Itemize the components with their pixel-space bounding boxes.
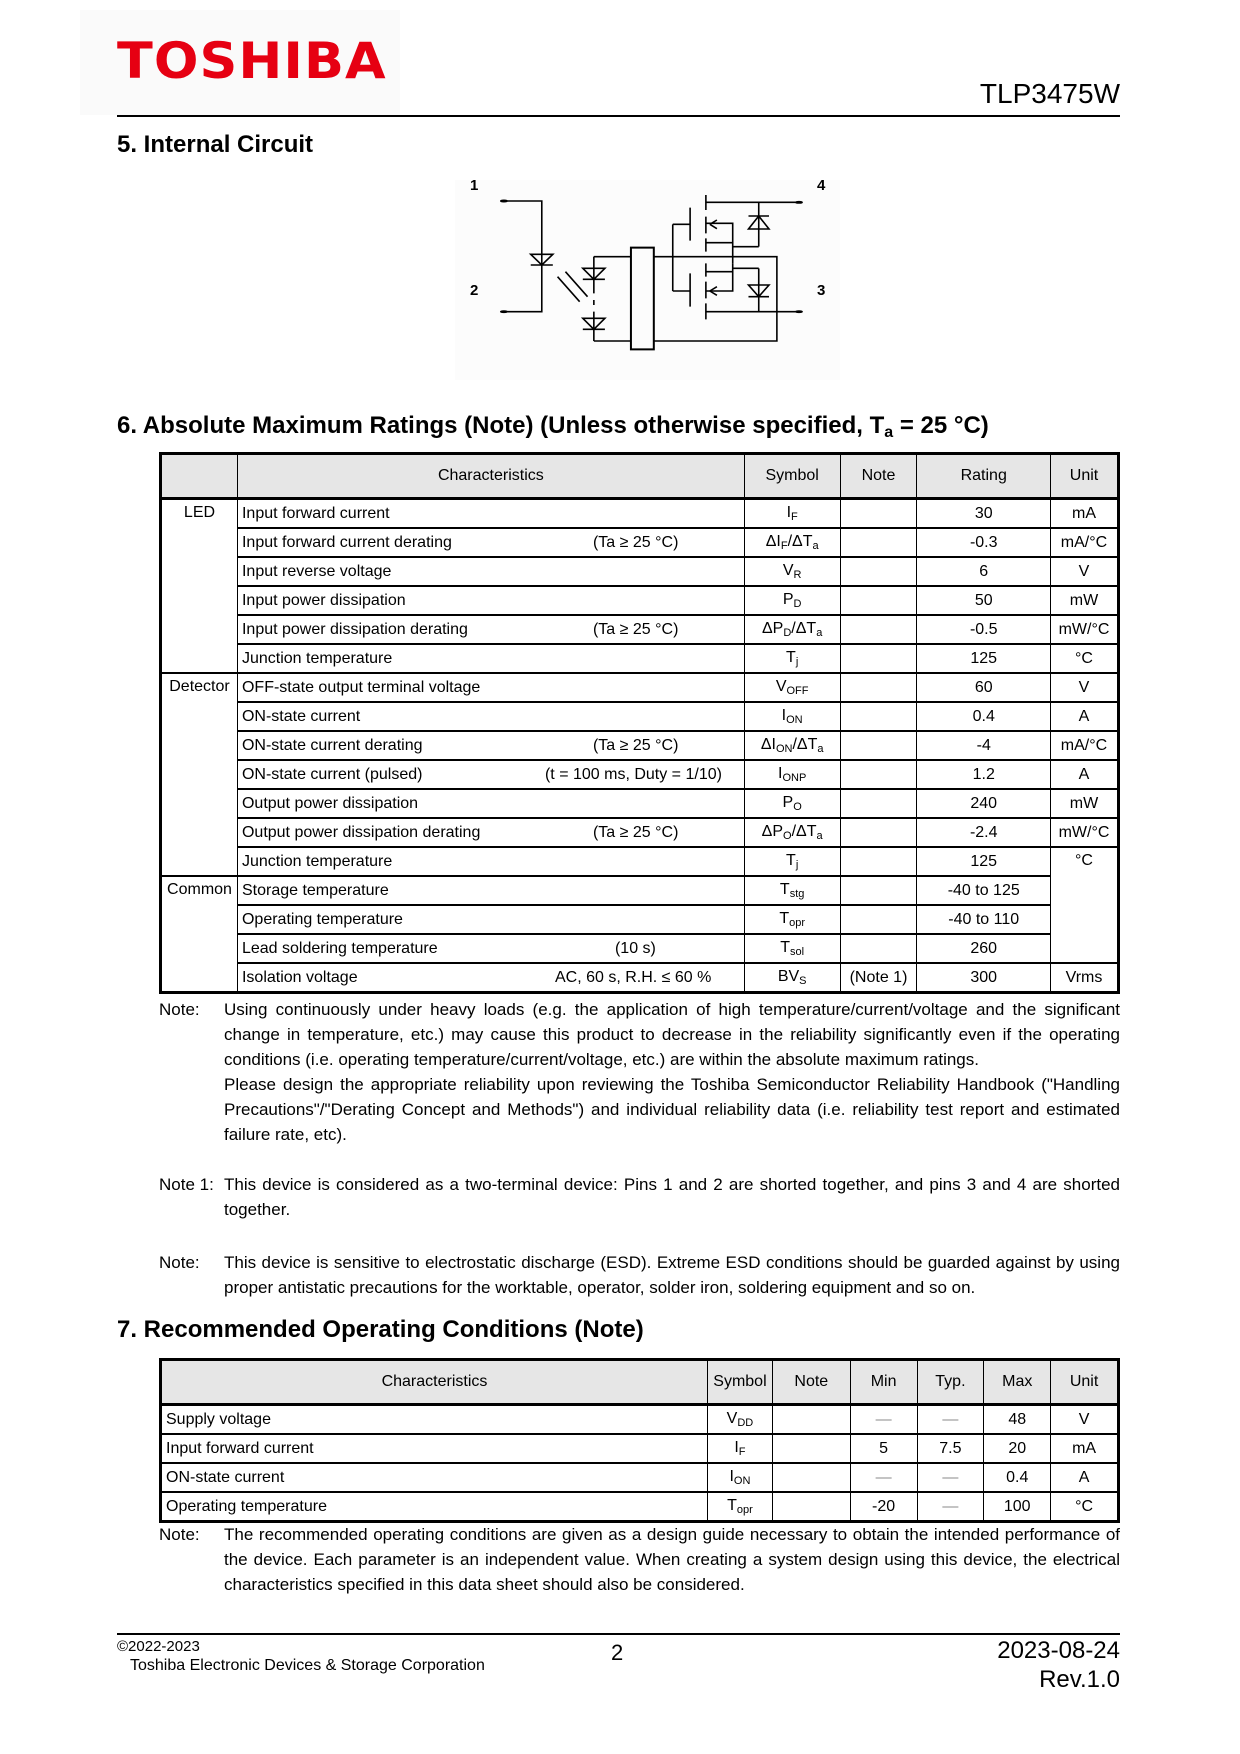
table-row — [161, 1492, 1119, 1522]
revision-date: 2023-08-24 — [997, 1637, 1120, 1664]
table-row — [161, 847, 1119, 876]
note-cell — [772, 1434, 850, 1463]
symbol-text: P — [782, 591, 794, 608]
characteristic-cell — [237, 615, 744, 644]
symbol-subscript: opr — [736, 1504, 753, 1516]
unit-cell: mW/°C — [1051, 818, 1119, 847]
symbol-cell — [744, 905, 840, 934]
esd-note-text: This device is sensitive to electrostatic discharge (ESD). Extreme ESD conditions should be guarded against by using proper antistatic precautions for the worktable, operator, solder iron, soldering equipment and so on. — [224, 1253, 1120, 1297]
symbol-subscript: D — [793, 598, 802, 610]
symbol-subscript: F — [780, 540, 788, 552]
table-row — [161, 673, 1119, 702]
symbol-text: I — [778, 765, 783, 782]
group-label: Common — [161, 876, 238, 993]
unit-cell: A — [1051, 702, 1119, 731]
symbol-text: /ΔT — [791, 620, 817, 637]
rating-cell: 125 — [917, 644, 1051, 673]
characteristic-cell — [237, 905, 744, 934]
column-header: Unit — [1051, 1360, 1119, 1405]
min-cell: 5 — [850, 1434, 917, 1463]
note-label: Note: — [159, 1000, 200, 1019]
characteristic-name: Lead soldering temperature — [241, 939, 438, 957]
table-row — [161, 615, 1119, 644]
rating-cell: -0.5 — [917, 615, 1051, 644]
max-cell: 20 — [984, 1434, 1051, 1463]
characteristic-cell — [237, 876, 744, 905]
unit-cell: °C — [1051, 847, 1119, 963]
symbol-text: BV — [777, 968, 800, 985]
table-row — [161, 963, 1119, 993]
table-row — [161, 760, 1119, 789]
symbol-subscript: OFF — [786, 685, 809, 697]
note-1 — [159, 1172, 1120, 1222]
symbol-subscript: F — [791, 511, 798, 523]
symbol-text: /ΔT — [792, 736, 818, 753]
characteristic-name: Storage temperature — [241, 881, 389, 899]
symbol-text: V — [782, 562, 794, 579]
column-header: Rating — [917, 454, 1051, 499]
section-7-title: 7. Recommended Operating Conditions (Note) — [117, 1316, 644, 1343]
table-row — [161, 1463, 1119, 1492]
characteristic-cell — [237, 847, 744, 876]
max-cell: 100 — [984, 1492, 1051, 1522]
roc-note-label: Note: — [159, 1525, 200, 1544]
note-paragraph-1: Using continuously under heavy loads (e.g. the application of high temperature/current/voltage and the significant change in temperature, etc.) may cause this product to decrease in the reliability significantly even if the operating conditions (i.e. operating temperature/current/voltage, etc.) are within the absolute maximum ratings. — [224, 1000, 1120, 1069]
symbol-text: T — [727, 1497, 737, 1514]
section-6-title-text: 6. Absolute Maximum Ratings (Note) (Unless otherwise specified, T — [117, 412, 885, 439]
rating-cell: 50 — [917, 586, 1051, 615]
internal-circuit-diagram — [455, 177, 840, 380]
symbol-text: T — [780, 939, 791, 956]
unit-cell: °C — [1051, 1492, 1119, 1522]
unit-cell: mA/°C — [1051, 528, 1119, 557]
rating-cell: 240 — [917, 789, 1051, 818]
unit-cell: °C — [1051, 644, 1119, 673]
characteristic-name: Input power dissipation — [241, 591, 406, 609]
characteristic-cell: Supply voltage — [161, 1405, 708, 1435]
table-row — [161, 499, 1119, 529]
header-divider — [117, 115, 1120, 117]
note-cell: (Note 1) — [840, 963, 917, 993]
characteristic-cell: Operating temperature — [161, 1492, 708, 1522]
note-cell — [840, 934, 917, 963]
note-cell — [840, 818, 917, 847]
symbol-cell — [744, 528, 840, 557]
condition: (Ta ≥ 25 °C) — [592, 737, 679, 754]
table-row — [161, 1405, 1119, 1435]
symbol-cell — [744, 934, 840, 963]
characteristic-cell — [237, 644, 744, 673]
table-row — [161, 731, 1119, 760]
characteristic-name: Junction temperature — [241, 649, 393, 667]
symbol-text: T — [786, 649, 796, 666]
condition: (10 s) — [614, 940, 656, 957]
characteristic-name: ON-state current derating — [241, 736, 423, 754]
symbol-cell — [707, 1434, 772, 1463]
symbol-subscript: ON — [775, 743, 793, 755]
table-row — [161, 586, 1119, 615]
rating-cell: -0.3 — [917, 528, 1051, 557]
note-cell — [840, 702, 917, 731]
symbol-cell — [744, 876, 840, 905]
characteristic-cell — [237, 731, 744, 760]
table-row — [161, 818, 1119, 847]
symbol-text: ΔI — [760, 736, 776, 753]
symbol-subscript: stg — [789, 888, 805, 900]
note-cell — [840, 644, 917, 673]
note-cell — [772, 1463, 850, 1492]
characteristic-name: Output power dissipation — [241, 794, 419, 812]
rating-cell: 300 — [917, 963, 1051, 993]
symbol-cell — [744, 615, 840, 644]
max-cell: 48 — [984, 1405, 1051, 1435]
condition: (t = 100 ms, Duty = 1/10) — [544, 766, 722, 783]
characteristic-cell — [237, 673, 744, 702]
symbol-text: ΔI — [765, 533, 781, 550]
note-cell — [772, 1405, 850, 1435]
unit-cell: V — [1051, 673, 1119, 702]
table-row — [161, 934, 1119, 963]
absolute-maximum-ratings-table — [159, 452, 1120, 994]
unit-cell: mA/°C — [1051, 731, 1119, 760]
symbol-subscript: j — [795, 656, 799, 668]
symbol-cell — [744, 760, 840, 789]
column-header: Symbol — [744, 454, 840, 499]
symbol-cell — [744, 963, 840, 993]
symbol-text: T — [786, 852, 796, 869]
symbol-subscript: O — [783, 830, 792, 842]
symbol-subscript: sol — [790, 946, 805, 958]
symbol-text: V — [775, 678, 787, 695]
note-cell — [840, 847, 917, 876]
condition: (Ta ≥ 25 °C) — [592, 621, 679, 638]
note-paragraph-2: Please design the appropriate reliability upon reviewing the Toshiba Semiconductor Reliability Handbook ("Handling Precautions"/"Derating Concept and Methods") and individual reliability data (i.e. reliability test report and estimated failure rate, etc). — [224, 1075, 1120, 1144]
rating-cell: -2.4 — [917, 818, 1051, 847]
revision-number: Rev.1.0 — [1039, 1666, 1120, 1693]
column-header — [161, 454, 238, 499]
characteristic-cell: Input forward current — [161, 1434, 708, 1463]
min-cell: — — [850, 1405, 917, 1435]
characteristic-name: Isolation voltage — [241, 968, 358, 986]
unit-cell: mW — [1051, 586, 1119, 615]
note-1-label: Note 1: — [159, 1175, 214, 1194]
characteristic-cell — [237, 789, 744, 818]
table-row — [161, 702, 1119, 731]
unit-cell: A — [1051, 1463, 1119, 1492]
unit-cell: mA — [1051, 1434, 1119, 1463]
symbol-subscript: O — [793, 801, 802, 813]
footer-divider — [117, 1633, 1120, 1635]
characteristic-name: Input forward current derating — [241, 533, 452, 551]
typ-cell: — — [917, 1492, 984, 1522]
symbol-subscript: a — [812, 540, 819, 552]
characteristic-cell — [237, 557, 744, 586]
symbol-cell — [744, 673, 840, 702]
table-row — [161, 1434, 1119, 1463]
symbol-text: /ΔT — [791, 823, 817, 840]
symbol-subscript: a — [817, 743, 824, 755]
symbol-cell — [744, 731, 840, 760]
unit-cell: mW/°C — [1051, 615, 1119, 644]
table-row — [161, 644, 1119, 673]
condition: (Ta ≥ 25 °C) — [592, 824, 679, 841]
characteristic-name: Input power dissipation derating — [241, 620, 468, 638]
note-cell — [840, 499, 917, 529]
unit-cell: V — [1051, 1405, 1119, 1435]
symbol-cell — [744, 789, 840, 818]
characteristic-name: ON-state current — [241, 707, 361, 725]
symbol-text: I — [781, 707, 787, 724]
rating-cell: 125 — [917, 847, 1051, 876]
symbol-subscript: a — [816, 627, 823, 639]
rating-cell: 260 — [917, 934, 1051, 963]
characteristic-name: Operating temperature — [241, 910, 403, 928]
symbol-cell — [707, 1463, 772, 1492]
note-1-text: This device is considered as a two-terminal device: Pins 1 and 2 are shorted together, and pins 3 and 4 are shorted together. — [224, 1175, 1120, 1219]
page-number: 2 — [611, 1640, 624, 1665]
group-label: Detector — [161, 673, 238, 876]
unit-cell: mW — [1051, 789, 1119, 818]
characteristic-cell — [237, 586, 744, 615]
note-cell — [840, 760, 917, 789]
pin-3-label: 3 — [817, 282, 826, 299]
note-cell — [840, 876, 917, 905]
symbol-text: T — [779, 881, 790, 898]
note-cell — [840, 789, 917, 818]
table-row — [161, 905, 1119, 934]
rating-cell: 6 — [917, 557, 1051, 586]
rating-cell: 30 — [917, 499, 1051, 529]
symbol-cell — [744, 702, 840, 731]
note-cell — [840, 528, 917, 557]
note-cell — [840, 615, 917, 644]
max-cell: 0.4 — [984, 1463, 1051, 1492]
rating-cell: 1.2 — [917, 760, 1051, 789]
min-cell: -20 — [850, 1492, 917, 1522]
symbol-text: P — [782, 794, 794, 811]
characteristic-name: Input reverse voltage — [241, 562, 392, 580]
section-5-title: 5. Internal Circuit — [117, 131, 314, 158]
note-cell — [840, 905, 917, 934]
unit-cell: V — [1051, 557, 1119, 586]
table-row — [161, 789, 1119, 818]
column-header: Note — [772, 1360, 850, 1405]
symbol-text: V — [726, 1410, 738, 1427]
rating-cell: -40 to 125 — [917, 876, 1051, 905]
symbol-cell — [707, 1492, 772, 1522]
column-header: Note — [840, 454, 917, 499]
characteristic-cell — [237, 702, 744, 731]
symbol-subscript: j — [795, 859, 799, 871]
characteristic-cell — [237, 818, 744, 847]
section-6-title-sub: a — [884, 424, 894, 441]
symbol-text: /ΔT — [787, 533, 813, 550]
characteristic-name: Input forward current — [241, 504, 390, 522]
note-cell — [772, 1492, 850, 1522]
company-name: Toshiba Electronic Devices & Storage Corporation — [130, 1657, 485, 1674]
pin-4-label: 4 — [817, 177, 826, 194]
characteristic-name: OFF-state output terminal voltage — [241, 678, 481, 696]
table-row — [161, 557, 1119, 586]
note-cell — [840, 586, 917, 615]
column-header: Symbol — [707, 1360, 772, 1405]
symbol-text: T — [779, 910, 790, 927]
toshiba-logo: TOSHIBA — [117, 32, 387, 90]
symbol-subscript: DD — [737, 1417, 754, 1429]
rating-cell: -4 — [917, 731, 1051, 760]
note-recommended — [159, 1522, 1120, 1597]
copyright: ©2022-2023 — [117, 1638, 200, 1655]
typ-cell: 7.5 — [917, 1434, 984, 1463]
note-cell — [840, 557, 917, 586]
characteristic-name: ON-state current (pulsed) — [241, 765, 423, 783]
condition: AC, 60 s, R.H. ≤ 60 % — [554, 969, 712, 986]
typ-cell: — — [917, 1463, 984, 1492]
column-header: Characteristics — [237, 454, 744, 499]
esd-note-label: Note: — [159, 1253, 200, 1272]
symbol-subscript: R — [793, 569, 802, 581]
symbol-cell — [744, 557, 840, 586]
characteristic-name: Junction temperature — [241, 852, 393, 870]
section-6-title — [117, 412, 989, 442]
condition: (Ta ≥ 25 °C) — [592, 534, 679, 551]
characteristic-cell — [237, 963, 744, 993]
characteristic-cell — [237, 760, 744, 789]
column-header: Min — [850, 1360, 917, 1405]
unit-cell: A — [1051, 760, 1119, 789]
symbol-subscript: ON — [786, 714, 803, 726]
unit-cell: Vrms — [1051, 963, 1119, 993]
symbol-text: I — [734, 1439, 739, 1456]
characteristic-cell: ON-state current — [161, 1463, 708, 1492]
symbol-subscript: ON — [733, 1475, 751, 1487]
note-cell — [840, 673, 917, 702]
characteristic-cell — [237, 499, 744, 529]
min-cell: — — [850, 1463, 917, 1492]
symbol-cell — [744, 586, 840, 615]
symbol-subscript: opr — [789, 917, 805, 929]
note-cell — [840, 731, 917, 760]
part-number: TLP3475W — [979, 78, 1120, 109]
symbol-text: ΔP — [761, 823, 784, 840]
column-header: Characteristics — [161, 1360, 708, 1405]
symbol-text: I — [786, 504, 792, 521]
pin-2-label: 2 — [470, 282, 479, 299]
symbol-text: I — [729, 1468, 734, 1485]
column-header: Unit — [1051, 454, 1119, 499]
symbol-subscript: F — [738, 1446, 746, 1458]
symbol-subscript: D — [783, 627, 792, 639]
characteristic-cell — [237, 528, 744, 557]
group-label: LED — [161, 499, 238, 674]
typ-cell: — — [917, 1405, 984, 1435]
symbol-cell — [744, 818, 840, 847]
rating-cell: 60 — [917, 673, 1051, 702]
symbol-cell — [744, 644, 840, 673]
note-esd — [159, 1250, 1120, 1300]
symbol-cell — [744, 847, 840, 876]
symbol-subscript: a — [816, 830, 823, 842]
table-row — [161, 876, 1119, 905]
rating-cell: -40 to 110 — [917, 905, 1051, 934]
note-reliability — [159, 997, 1120, 1147]
section-6-title-end: = 25 °C) — [893, 412, 989, 439]
pin-1-label: 1 — [470, 177, 479, 194]
roc-note-text: The recommended operating conditions are given as a design guide necessary to obtain the intended performance of the device. Each parameter is an independent value. When creating a system design using this device, the electrical characteristics specified in this data sheet should also be considered. — [224, 1525, 1120, 1594]
characteristic-cell — [237, 934, 744, 963]
rating-cell: 0.4 — [917, 702, 1051, 731]
symbol-text: ΔP — [761, 620, 784, 637]
symbol-subscript: ONP — [782, 772, 807, 784]
column-header: Max — [984, 1360, 1051, 1405]
characteristic-name: Output power dissipation derating — [241, 823, 481, 841]
symbol-subscript: S — [799, 975, 807, 987]
unit-cell: mA — [1051, 499, 1119, 529]
table-row — [161, 528, 1119, 557]
column-header: Typ. — [917, 1360, 984, 1405]
symbol-cell — [744, 499, 840, 529]
recommended-operating-conditions-table — [159, 1358, 1120, 1523]
symbol-cell — [707, 1405, 772, 1435]
